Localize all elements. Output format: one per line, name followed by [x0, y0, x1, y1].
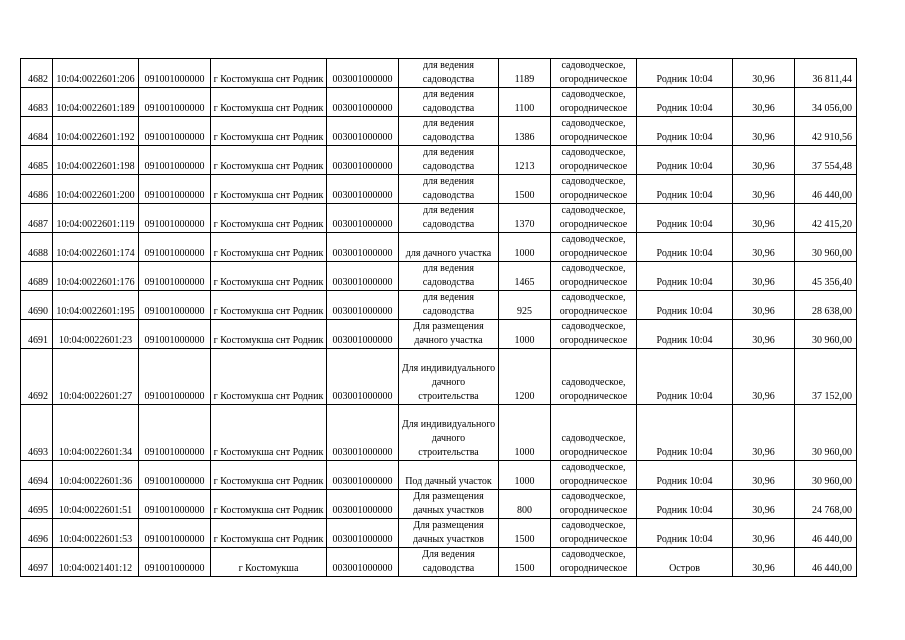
permitted-use-cell: для ведения садоводства [399, 204, 499, 233]
cadastral-value-cell: 34 056,00 [795, 88, 857, 117]
land-category-cell: садоводческое, огородническое [551, 175, 637, 204]
permitted-use-cell: Для размещения дачного участка [399, 320, 499, 349]
table-row [21, 490, 857, 519]
row-number-cell: 4695 [21, 490, 53, 519]
permitted-use-cell: для ведения садоводства [399, 117, 499, 146]
location-cell: г Костомукша снт Родник [211, 233, 327, 262]
cadastral-value-cell: 30 960,00 [795, 405, 857, 461]
cadastral-value-cell: 42 415,20 [795, 204, 857, 233]
row-number-cell: 4689 [21, 262, 53, 291]
table-row [21, 262, 857, 291]
oktmo-code-cell: 003001000000 [327, 461, 399, 490]
permitted-use-cell: для ведения садоводства [399, 291, 499, 320]
land-category-cell: садоводческое, огородническое [551, 88, 637, 117]
location-cell: г Костомукша снт Родник [211, 175, 327, 204]
valuation-zone-cell: Родник 10:04 [637, 490, 733, 519]
oktmo-code-cell: 003001000000 [327, 233, 399, 262]
land-category-cell: садоводческое, огородническое [551, 405, 637, 461]
permitted-use-cell: Под дачный участок [399, 461, 499, 490]
specific-value-cell: 30,96 [733, 117, 795, 146]
okato-code-cell: 091001000000 [139, 320, 211, 349]
table-row [21, 349, 857, 405]
area-cell: 1000 [499, 320, 551, 349]
land-category-cell: садоводческое, огородническое [551, 291, 637, 320]
valuation-zone-cell: Родник 10:04 [637, 117, 733, 146]
row-number-cell: 4686 [21, 175, 53, 204]
location-cell: г Костомукша снт Родник [211, 349, 327, 405]
cadastral-number-cell: 10:04:0022601:119 [53, 204, 139, 233]
cadastral-number-cell: 10:04:0022601:192 [53, 117, 139, 146]
table-row [21, 405, 857, 461]
row-number-cell: 4683 [21, 88, 53, 117]
table-row [21, 117, 857, 146]
row-number-cell: 4687 [21, 204, 53, 233]
cadastral-value-cell: 30 960,00 [795, 320, 857, 349]
cadastral-value-cell: 45 356,40 [795, 262, 857, 291]
land-category-cell: садоводческое, огородническое [551, 233, 637, 262]
valuation-zone-cell: Родник 10:04 [637, 405, 733, 461]
cadastral-value-cell: 46 440,00 [795, 548, 857, 577]
area-cell: 1200 [499, 349, 551, 405]
land-category-cell: садоводческое, огородническое [551, 262, 637, 291]
area-cell: 925 [499, 291, 551, 320]
location-cell: г Костомукша снт Родник [211, 320, 327, 349]
row-number-cell: 4685 [21, 146, 53, 175]
cadastral-number-cell: 10:04:0022601:189 [53, 88, 139, 117]
permitted-use-cell: для ведения садоводства [399, 88, 499, 117]
cadastral-number-cell: 10:04:0021401:12 [53, 548, 139, 577]
location-cell: г Костомукша снт Родник [211, 262, 327, 291]
valuation-zone-cell: Родник 10:04 [637, 146, 733, 175]
land-category-cell: садоводческое, огородническое [551, 349, 637, 405]
area-cell: 1370 [499, 204, 551, 233]
valuation-zone-cell: Родник 10:04 [637, 320, 733, 349]
cadastral-number-cell: 10:04:0022601:206 [53, 59, 139, 88]
location-cell: г Костомукша снт Родник [211, 146, 327, 175]
land-category-cell: садоводческое, огородническое [551, 204, 637, 233]
valuation-zone-cell: Родник 10:04 [637, 262, 733, 291]
oktmo-code-cell: 003001000000 [327, 548, 399, 577]
cadastral-number-cell: 10:04:0022601:174 [53, 233, 139, 262]
oktmo-code-cell: 003001000000 [327, 490, 399, 519]
okato-code-cell: 091001000000 [139, 204, 211, 233]
cadastral-number-cell: 10:04:0022601:200 [53, 175, 139, 204]
permitted-use-cell: для ведения садоводства [399, 59, 499, 88]
valuation-zone-cell: Родник 10:04 [637, 519, 733, 548]
area-cell: 1213 [499, 146, 551, 175]
specific-value-cell: 30,96 [733, 146, 795, 175]
valuation-zone-cell: Родник 10:04 [637, 349, 733, 405]
valuation-zone-cell: Родник 10:04 [637, 175, 733, 204]
table-row [21, 233, 857, 262]
row-number-cell: 4690 [21, 291, 53, 320]
oktmo-code-cell: 003001000000 [327, 59, 399, 88]
specific-value-cell: 30,96 [733, 461, 795, 490]
cadastral-value-cell: 30 960,00 [795, 461, 857, 490]
row-number-cell: 4697 [21, 548, 53, 577]
permitted-use-cell: для ведения садоводства [399, 146, 499, 175]
area-cell: 1000 [499, 405, 551, 461]
specific-value-cell: 30,96 [733, 233, 795, 262]
okato-code-cell: 091001000000 [139, 88, 211, 117]
land-category-cell: садоводческое, огородническое [551, 461, 637, 490]
row-number-cell: 4694 [21, 461, 53, 490]
okato-code-cell: 091001000000 [139, 490, 211, 519]
cadastral-value-cell: 24 768,00 [795, 490, 857, 519]
location-cell: г Костомукша [211, 548, 327, 577]
okato-code-cell: 091001000000 [139, 405, 211, 461]
okato-code-cell: 091001000000 [139, 59, 211, 88]
okato-code-cell: 091001000000 [139, 461, 211, 490]
specific-value-cell: 30,96 [733, 490, 795, 519]
cadastral-number-cell: 10:04:0022601:34 [53, 405, 139, 461]
location-cell: г Костомукша снт Родник [211, 88, 327, 117]
land-category-cell: садоводческое, огородническое [551, 320, 637, 349]
location-cell: г Костомукша снт Родник [211, 461, 327, 490]
row-number-cell: 4691 [21, 320, 53, 349]
okato-code-cell: 091001000000 [139, 146, 211, 175]
specific-value-cell: 30,96 [733, 204, 795, 233]
location-cell: г Костомукша снт Родник [211, 204, 327, 233]
cadastral-value-cell: 42 910,56 [795, 117, 857, 146]
cadastral-value-cell: 30 960,00 [795, 233, 857, 262]
table-row [21, 146, 857, 175]
oktmo-code-cell: 003001000000 [327, 88, 399, 117]
specific-value-cell: 30,96 [733, 175, 795, 204]
cadastral-value-table [20, 58, 857, 577]
permitted-use-cell: Для ведения садоводства [399, 548, 499, 577]
table-row [21, 204, 857, 233]
valuation-zone-cell: Родник 10:04 [637, 461, 733, 490]
okato-code-cell: 091001000000 [139, 548, 211, 577]
permitted-use-cell: для ведения садоводства [399, 262, 499, 291]
okato-code-cell: 091001000000 [139, 262, 211, 291]
land-category-cell: садоводческое, огородническое [551, 146, 637, 175]
table-row [21, 461, 857, 490]
valuation-zone-cell: Родник 10:04 [637, 88, 733, 117]
valuation-zone-cell: Родник 10:04 [637, 291, 733, 320]
row-number-cell: 4688 [21, 233, 53, 262]
okato-code-cell: 091001000000 [139, 175, 211, 204]
location-cell: г Костомукша снт Родник [211, 117, 327, 146]
specific-value-cell: 30,96 [733, 519, 795, 548]
table-row [21, 88, 857, 117]
specific-value-cell: 30,96 [733, 320, 795, 349]
cadastral-number-cell: 10:04:0022601:195 [53, 291, 139, 320]
valuation-zone-cell: Родник 10:04 [637, 59, 733, 88]
table-row [21, 548, 857, 577]
location-cell: г Костомукша снт Родник [211, 490, 327, 519]
specific-value-cell: 30,96 [733, 291, 795, 320]
location-cell: г Костомукша снт Родник [211, 519, 327, 548]
area-cell: 1189 [499, 59, 551, 88]
cadastral-number-cell: 10:04:0022601:36 [53, 461, 139, 490]
okato-code-cell: 091001000000 [139, 349, 211, 405]
location-cell: г Костомукша снт Родник [211, 59, 327, 88]
area-cell: 1386 [499, 117, 551, 146]
permitted-use-cell: Для индивидуального дачного строительства [399, 405, 499, 461]
specific-value-cell: 30,96 [733, 349, 795, 405]
permitted-use-cell: Для размещения дачных участков [399, 519, 499, 548]
okato-code-cell: 091001000000 [139, 519, 211, 548]
cadastral-value-cell: 28 638,00 [795, 291, 857, 320]
table-row [21, 59, 857, 88]
area-cell: 1000 [499, 461, 551, 490]
area-cell: 1500 [499, 175, 551, 204]
oktmo-code-cell: 003001000000 [327, 175, 399, 204]
row-number-cell: 4693 [21, 405, 53, 461]
land-category-cell: садоводческое, огородническое [551, 519, 637, 548]
cadastral-number-cell: 10:04:0022601:198 [53, 146, 139, 175]
location-cell: г Костомукша снт Родник [211, 405, 327, 461]
oktmo-code-cell: 003001000000 [327, 405, 399, 461]
permitted-use-cell: Для размещения дачных участков [399, 490, 499, 519]
oktmo-code-cell: 003001000000 [327, 320, 399, 349]
cadastral-number-cell: 10:04:0022601:27 [53, 349, 139, 405]
table-row [21, 320, 857, 349]
permitted-use-cell: для ведения садоводства [399, 175, 499, 204]
oktmo-code-cell: 003001000000 [327, 262, 399, 291]
valuation-zone-cell: Родник 10:04 [637, 233, 733, 262]
land-category-cell: садоводческое, огородническое [551, 490, 637, 519]
cadastral-value-cell: 36 811,44 [795, 59, 857, 88]
cadastral-value-cell: 46 440,00 [795, 519, 857, 548]
cadastral-value-cell: 37 152,00 [795, 349, 857, 405]
area-cell: 1000 [499, 233, 551, 262]
table-row [21, 291, 857, 320]
oktmo-code-cell: 003001000000 [327, 349, 399, 405]
specific-value-cell: 30,96 [733, 405, 795, 461]
oktmo-code-cell: 003001000000 [327, 291, 399, 320]
permitted-use-cell: Для индивидуального дачного строительства [399, 349, 499, 405]
area-cell: 1500 [499, 548, 551, 577]
land-category-cell: садоводческое, огородническое [551, 59, 637, 88]
okato-code-cell: 091001000000 [139, 233, 211, 262]
cadastral-number-cell: 10:04:0022601:53 [53, 519, 139, 548]
okato-code-cell: 091001000000 [139, 117, 211, 146]
row-number-cell: 4682 [21, 59, 53, 88]
cadastral-number-cell: 10:04:0022601:51 [53, 490, 139, 519]
land-category-cell: садоводческое, огородническое [551, 548, 637, 577]
specific-value-cell: 30,96 [733, 59, 795, 88]
cadastral-number-cell: 10:04:0022601:23 [53, 320, 139, 349]
oktmo-code-cell: 003001000000 [327, 519, 399, 548]
cadastral-number-cell: 10:04:0022601:176 [53, 262, 139, 291]
oktmo-code-cell: 003001000000 [327, 146, 399, 175]
table-body [21, 59, 857, 577]
cadastral-value-cell: 37 554,48 [795, 146, 857, 175]
permitted-use-cell: для дачного участка [399, 233, 499, 262]
oktmo-code-cell: 003001000000 [327, 117, 399, 146]
valuation-zone-cell: Остров [637, 548, 733, 577]
row-number-cell: 4692 [21, 349, 53, 405]
cadastral-value-cell: 46 440,00 [795, 175, 857, 204]
okato-code-cell: 091001000000 [139, 291, 211, 320]
row-number-cell: 4684 [21, 117, 53, 146]
valuation-zone-cell: Родник 10:04 [637, 204, 733, 233]
table-row [21, 519, 857, 548]
row-number-cell: 4696 [21, 519, 53, 548]
area-cell: 1465 [499, 262, 551, 291]
specific-value-cell: 30,96 [733, 88, 795, 117]
table-row [21, 175, 857, 204]
area-cell: 1100 [499, 88, 551, 117]
oktmo-code-cell: 003001000000 [327, 204, 399, 233]
location-cell: г Костомукша снт Родник [211, 291, 327, 320]
specific-value-cell: 30,96 [733, 548, 795, 577]
specific-value-cell: 30,96 [733, 262, 795, 291]
land-category-cell: садоводческое, огородническое [551, 117, 637, 146]
area-cell: 1500 [499, 519, 551, 548]
area-cell: 800 [499, 490, 551, 519]
